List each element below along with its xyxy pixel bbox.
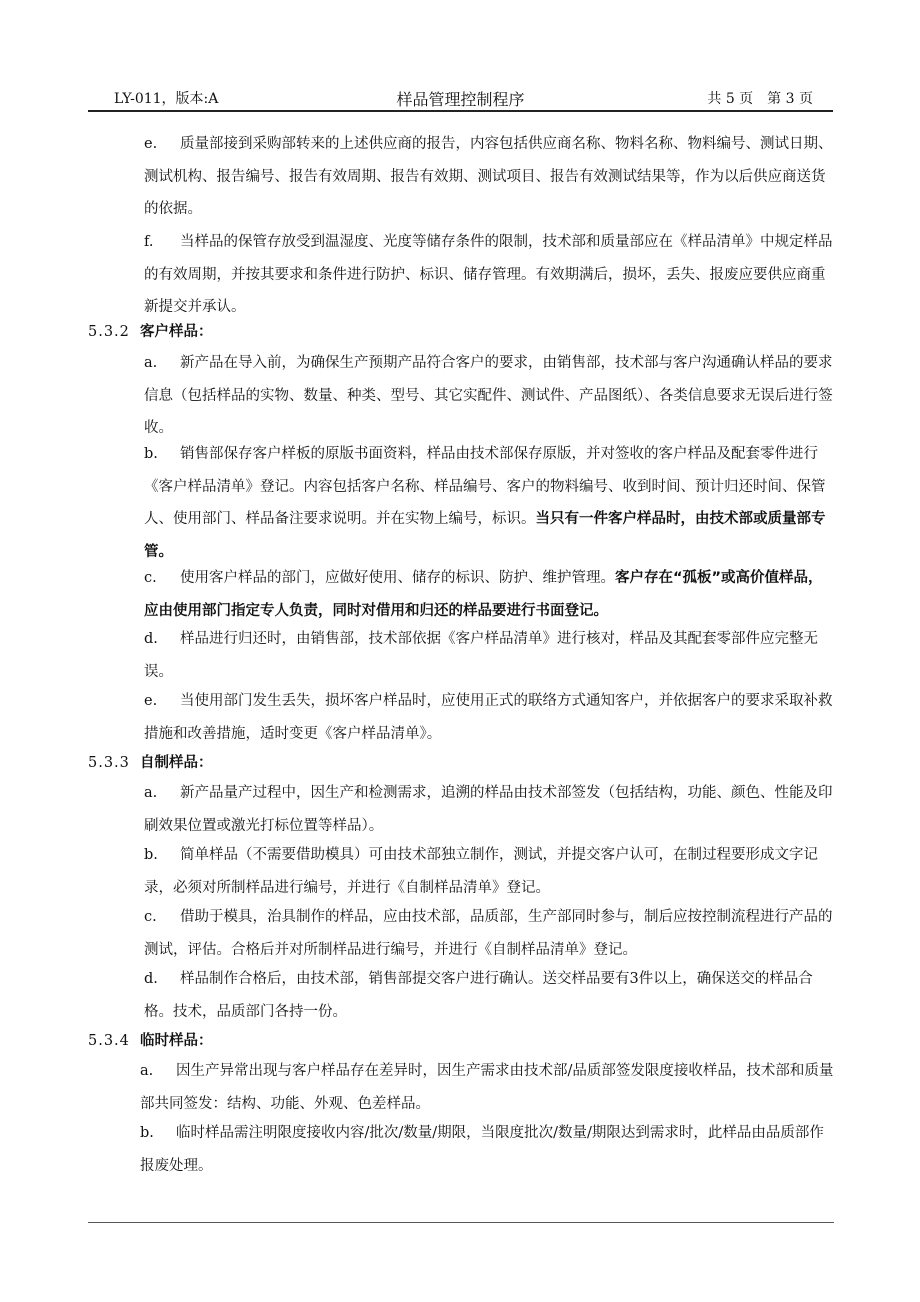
list-marker: a.: [144, 785, 158, 801]
paragraph-text: 销售部保存客户样板的原版书面资料，样品由技术部保存原版，并对签收的客户样品及配套零件进行《客户样品清单》登记。内容包括客户名称、样品编号、客户的物料编号、收到时间、预计归还时间、保管人、使用部门、样品备注要求说明。并在实物上编号，标识。: [144, 446, 826, 527]
doc-title: 样品管理控制程序: [396, 90, 525, 109]
paragraph-text: 样品制作合格后，由技术部，销售部提交客户进行确认。送交样品要有3件以上，确保送交的样品合格。技术，品质部门各持一份。: [144, 971, 813, 1020]
paragraph-c-customer-usage: [144, 562, 834, 627]
paragraph-text: 借助于模具，治具制作的样品，应由技术部，品质部，生产部同时参与，制后应按控制流程进行产品的测试，评估。合格后并对所制样品进行编号，并进行《自制样品清单》登记。: [144, 909, 833, 958]
list-marker: c.: [144, 570, 157, 586]
paragraph-text: 新产品在导入前，为确保生产预期产品符合客户的要求，由销售部，技术部与客户沟通确认样品的要求信息（包括样品的实物、数量、种类、型号、其它实配件、测试件、产品图纸）、各类信息要求无误后进行签收。: [144, 355, 833, 436]
paragraph-a-temporary-deviation: [140, 1055, 834, 1120]
list-marker: a.: [144, 355, 158, 371]
list-marker: d.: [144, 971, 158, 987]
paragraph-text: 当使用部门发生丢失，损坏客户样品时，应使用正式的联络方式通知客户，并依据客户的要求采取补救措施和改善措施，适时变更《客户样品清单》。: [144, 693, 833, 742]
list-marker: b.: [144, 847, 158, 863]
paragraph-b-customer-records: [144, 438, 834, 568]
paragraph-text: 新产品量产过程中，因生产和检测需求，追溯的样品由技术部签发（包括结构，功能、颜色、性能及印刷效果位置或激光打标位置等样品）。: [144, 785, 833, 834]
list-marker: b.: [140, 1125, 154, 1141]
paragraph-b-simple-samples: [144, 839, 834, 904]
paragraph-f-storage: [144, 226, 834, 324]
list-marker: e.: [144, 693, 158, 709]
paragraph-text: 简单样品（不需要借助模具）可由技术部独立制作，测试，并提交客户认可，在制过程要形成文字记录，必须对所制样品进行编号，并进行《自制样品清单》登记。: [144, 847, 818, 896]
paragraph-d-customer-return: [144, 623, 834, 688]
paragraph-text: 样品进行归还时，由销售部，技术部依据《客户样品清单》进行核对，样品及其配套零部件应完整无误。: [144, 631, 818, 680]
paragraph-c-tooled-samples: [144, 901, 834, 966]
footer-divider: [88, 1222, 834, 1223]
section-heading-5-3-2: [88, 321, 213, 343]
paragraph-a-customer-intake: [144, 347, 834, 445]
page-info: 共 5 页 第 3 页: [707, 91, 813, 107]
paragraph-b-temporary-scrap: [140, 1117, 834, 1182]
paragraph-bold-text: 当只有一件客户样品时，由技术部或质量部专管。: [144, 511, 826, 560]
list-marker: b.: [144, 446, 158, 462]
paragraph-bold-text: 客户存在“孤板”或高价值样品，应由使用部门指定专人负责，同时对借用和归还的样品要进行书面登记。: [144, 570, 823, 619]
list-marker: a.: [140, 1063, 154, 1079]
page-header: [88, 82, 833, 112]
paragraph-e-supplier-report: [144, 128, 834, 226]
paragraph-text: 质量部接到采购部转来的上述供应商的报告，内容包括供应商名称、物料名称、物料编号、测试日期、测试机构、报告编号、报告有效周期、报告有效期、测试项目、报告有效测试结果等，作为以后供应商送货的依据。: [144, 136, 833, 217]
section-title: 自制样品：: [140, 755, 213, 771]
list-marker: f.: [144, 234, 154, 250]
paragraph-text: 因生产异常出现与客户样品存在差异时，因生产需求由技术部/品质部签发限度接收样品，技术部和质量部共同签发：结构、功能、外观、色差样品。: [140, 1063, 834, 1112]
list-marker: d.: [144, 631, 158, 647]
section-number: 5.3.4: [88, 1033, 130, 1049]
list-marker: c.: [144, 909, 157, 925]
paragraph-text: 使用客户样品的部门，应做好使用、储存的标识、防护、维护管理。: [180, 570, 615, 586]
paragraph-text: 临时样品需注明限度接收内容/批次/数量/期限，当限度批次/数量/期限达到需求时，此样品由品质部作报废处理。: [140, 1125, 824, 1174]
list-marker: e.: [144, 136, 158, 152]
doc-code: LY-011，版本:A: [114, 91, 219, 107]
section-heading-5-3-3: [88, 752, 213, 774]
section-title: 临时样品：: [140, 1033, 213, 1049]
paragraph-a-self-made-production: [144, 777, 834, 842]
section-title: 客户样品：: [140, 324, 213, 340]
paragraph-e-customer-loss: [144, 685, 834, 750]
paragraph-d-sample-confirmation: [144, 963, 834, 1028]
section-number: 5.3.2: [88, 324, 130, 340]
paragraph-text: 当样品的保管存放受到温湿度、光度等储存条件的限制，技术部和质量部应在《样品清单》中规定样品的有效周期，并按其要求和条件进行防护、标识、储存管理。有效期满后，损坏，丢失、报废应要供应商重新提交并承认。: [144, 234, 833, 315]
section-heading-5-3-4: [88, 1030, 213, 1052]
section-number: 5.3.3: [88, 755, 130, 771]
